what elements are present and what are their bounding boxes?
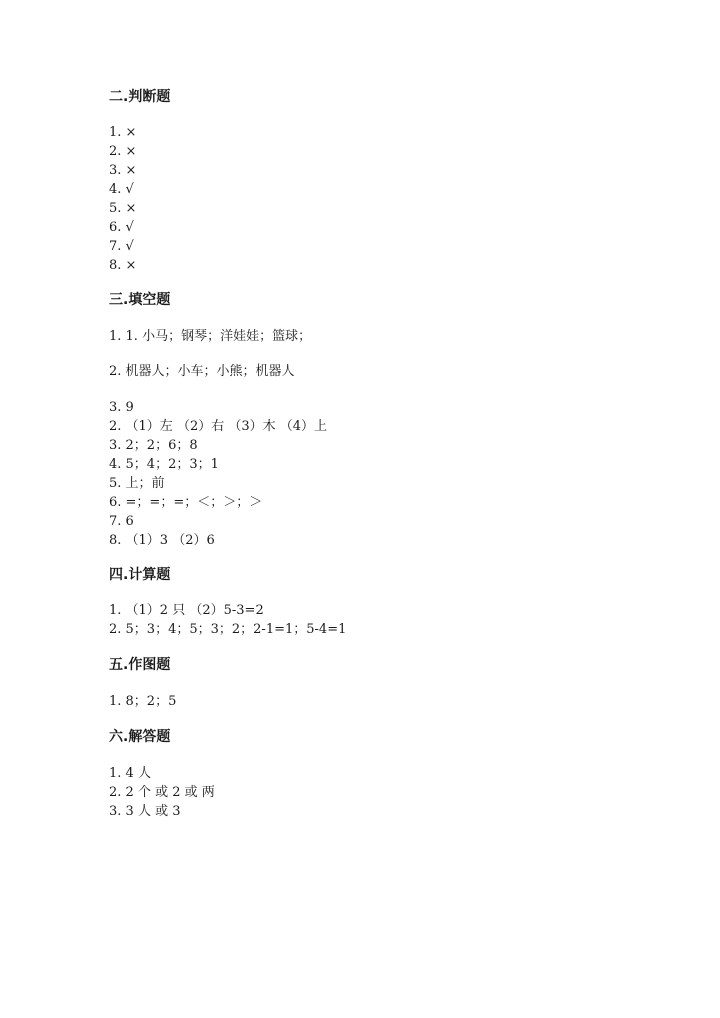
answer-line: 2. 机器人；小车；小熊；机器人: [109, 364, 295, 379]
answer-line: 5. 上；前: [109, 476, 165, 491]
answer-line: 3. 9: [109, 400, 134, 415]
answer-line: 8. ×: [109, 258, 137, 273]
answer-line: 1. 4 人: [109, 766, 151, 781]
section-title-judgment: 二.判断题: [109, 89, 171, 105]
answer-line: 3. 2；2；6；8: [109, 438, 198, 453]
answer-line: 6. √: [109, 220, 134, 235]
answer-line: 2. （1）左 （2）右 （3）木 （4）上: [109, 419, 328, 434]
section-title-fill-blank: 三.填空题: [109, 292, 171, 308]
answer-line: 1. （1）2 只 （2）5-3=2: [109, 603, 264, 618]
answer-line: 3. 3 人 或 3: [109, 804, 181, 819]
answer-line: 4. 5；4；2；3；1: [109, 457, 219, 472]
answer-line: 7. 6: [109, 514, 134, 529]
answer-line: 5. ×: [109, 201, 137, 216]
answer-line: 1. 8；2；5: [109, 694, 177, 709]
answer-line: 6. =；=；=；＜；＞；＞: [109, 495, 263, 510]
section-title-problem-solving: 六.解答题: [109, 729, 171, 745]
answer-line: 3. ×: [109, 163, 137, 178]
section-title-calculation: 四.计算题: [109, 567, 171, 583]
answer-line: 8. （1）3 （2）6: [109, 533, 215, 548]
answer-line: 4. √: [109, 182, 134, 197]
answer-line: 1. 1. 小马；钢琴；洋娃娃；篮球；: [109, 329, 312, 344]
section-title-drawing: 五.作图题: [109, 657, 171, 673]
answer-line: 2. 5；3；4；5；3；2；2-1=1；5-4=1: [109, 622, 347, 637]
answer-line: 2. ×: [109, 144, 137, 159]
answer-line: 1. ×: [109, 125, 137, 140]
answer-line: 7. √: [109, 239, 134, 254]
answer-line: 2. 2 个 或 2 或 两: [109, 785, 215, 800]
